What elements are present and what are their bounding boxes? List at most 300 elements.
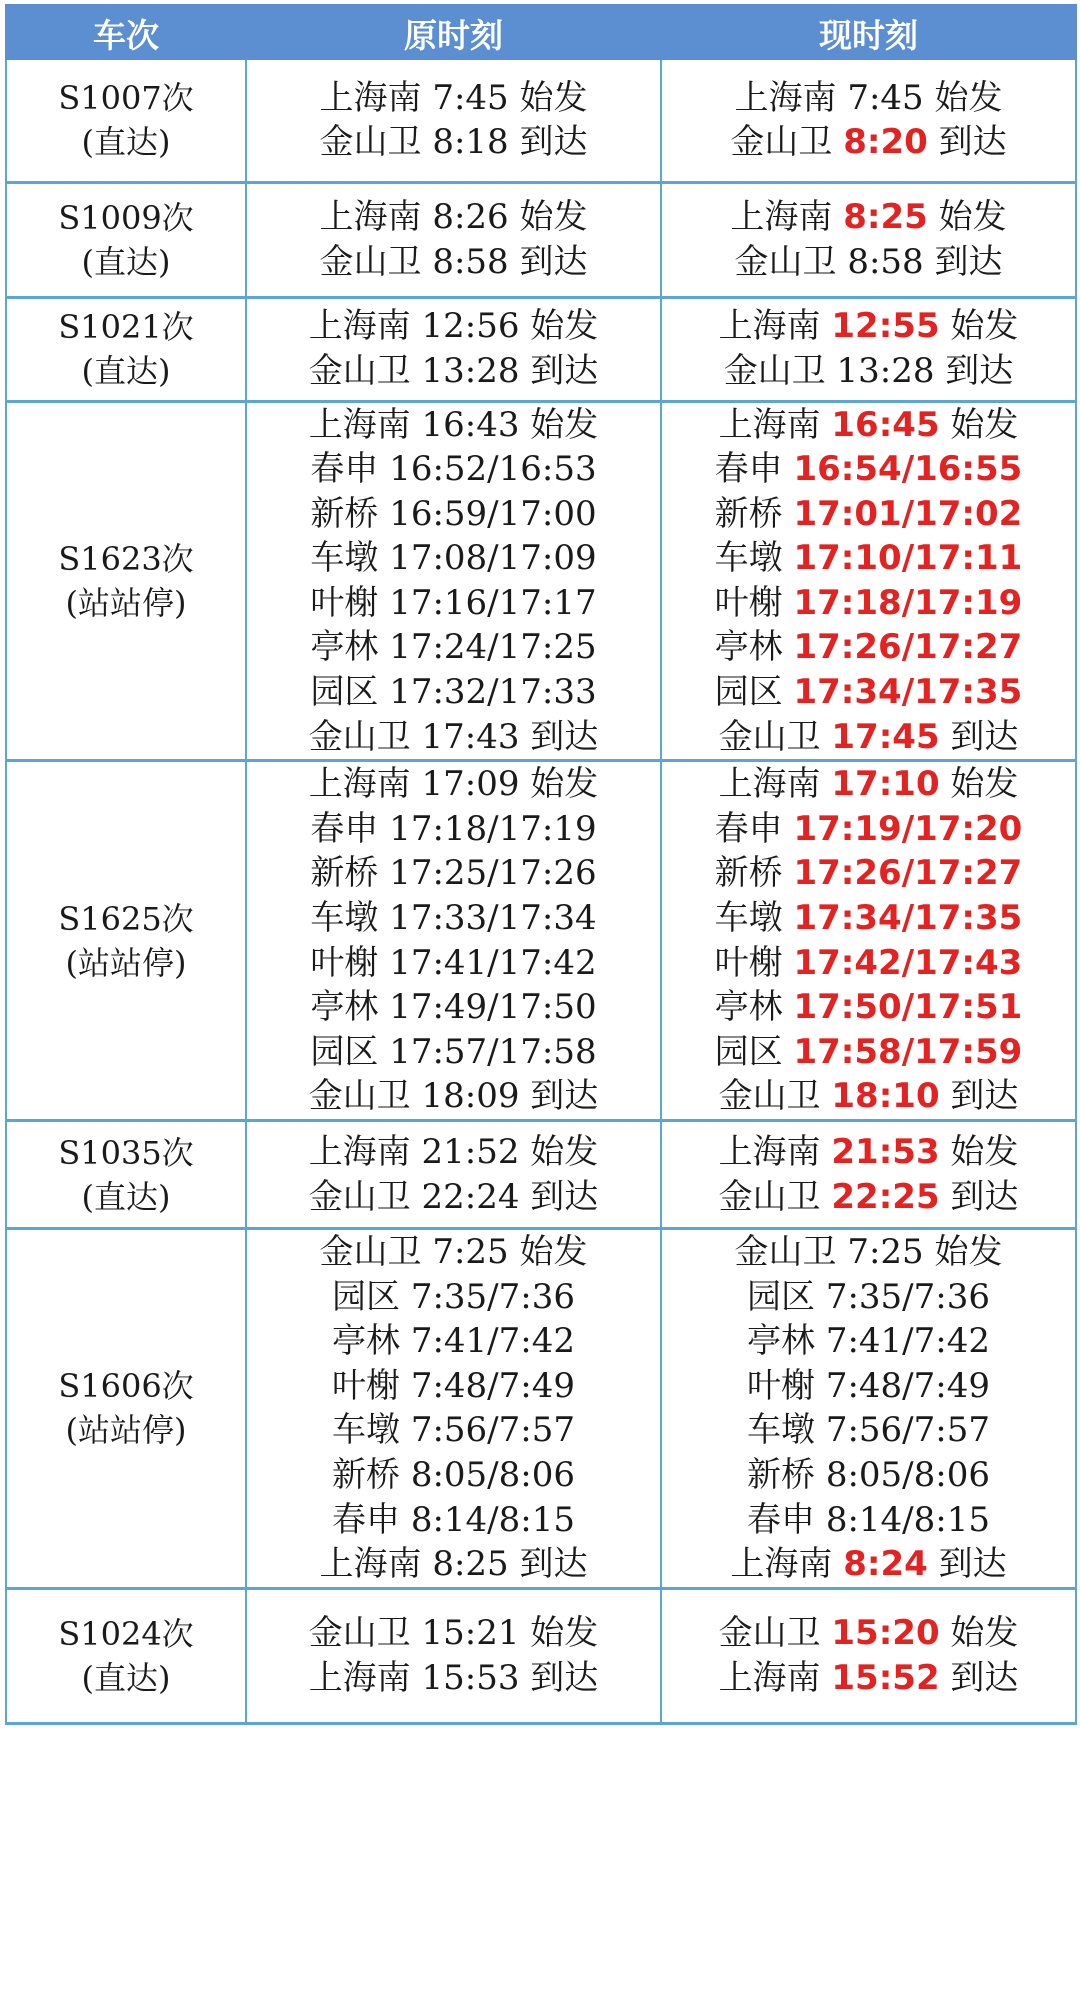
stop-line (719, 1130, 1019, 1175)
stop-time: 18:09 (421, 1076, 520, 1117)
station-name: 金山卫 (718, 1176, 821, 1217)
stop-line (309, 851, 599, 896)
stop-line (309, 492, 599, 537)
stop-line (730, 1498, 1006, 1543)
station-name: 园区 (714, 672, 783, 713)
station-name: 园区 (332, 1276, 400, 1317)
stop-note: 始发 (950, 1613, 1019, 1654)
station-name: 新桥 (332, 1454, 400, 1495)
stop-time: 17:26/17:27 (793, 853, 1023, 894)
table-row (6, 60, 1076, 182)
stop-time: 7:41/7:42 (410, 1321, 575, 1362)
train-type: (直达) (81, 123, 171, 162)
station-name: 园区 (310, 1031, 379, 1072)
original-stops (309, 304, 599, 393)
station-name: 金山卫 (319, 1232, 422, 1272)
stop-note: 到达 (934, 241, 1003, 282)
original-stops (320, 76, 588, 165)
current-stops (730, 1230, 1006, 1587)
train-cell (6, 1121, 246, 1229)
stop-line (715, 1074, 1023, 1119)
stop-note: 始发 (938, 196, 1007, 237)
stop-line (309, 985, 599, 1030)
station-name: 上海南 (308, 404, 411, 445)
station-name: 叶榭 (310, 582, 379, 623)
stop-time: 8:20 (843, 122, 928, 163)
stop-line (309, 1175, 599, 1220)
stop-time: 7:41/7:42 (825, 1321, 990, 1362)
stop-note: 始发 (530, 1613, 599, 1654)
stop-note: 到达 (950, 716, 1019, 757)
stop-time: 8:14/8:15 (825, 1499, 990, 1540)
train-type: (直达) (81, 242, 171, 281)
stop-line (719, 1611, 1019, 1656)
stop-line (309, 1130, 599, 1175)
original-stops (320, 195, 588, 284)
current-stops (719, 304, 1019, 393)
station-name: 车墩 (747, 1410, 815, 1451)
station-name: 叶榭 (332, 1365, 400, 1406)
stop-time: 15:53 (421, 1657, 520, 1698)
current-stops (715, 403, 1023, 760)
stop-time: 17:19/17:20 (793, 808, 1023, 849)
train-type: (直达) (81, 352, 171, 390)
station-name: 春申 (310, 808, 379, 849)
stop-time: 8:25 (843, 196, 928, 237)
stop-time: 7:35/7:36 (410, 1276, 575, 1317)
stop-time: 17:57/17:58 (389, 1031, 597, 1072)
train-type: (站站停) (65, 583, 187, 622)
stop-note: 始发 (950, 306, 1019, 347)
stop-line (309, 1656, 599, 1701)
stop-note: 到达 (519, 1544, 588, 1585)
original-time-cell (246, 297, 661, 401)
station-name: 金山卫 (734, 241, 837, 282)
table-row (6, 1121, 1076, 1229)
train-cell (6, 1229, 246, 1589)
stop-time: 17:24/17:25 (389, 627, 597, 668)
station-name: 叶榭 (714, 582, 783, 623)
station-name: 亭林 (310, 627, 379, 668)
station-name: 叶榭 (714, 942, 783, 983)
train-number: S1625次 (58, 899, 194, 938)
station-name: 春申 (332, 1499, 400, 1540)
train-number: S1024次 (58, 1614, 194, 1653)
stop-line (715, 807, 1023, 852)
station-name: 金山卫 (734, 1232, 837, 1272)
stop-time: 15:20 (831, 1613, 940, 1654)
current-stops (719, 1611, 1019, 1700)
stop-line (730, 1319, 1006, 1364)
current-time-cell (661, 1229, 1076, 1589)
stop-line (320, 240, 588, 285)
stop-time: 17:43 (421, 716, 520, 757)
stop-line (730, 1408, 1006, 1453)
station-name: 新桥 (310, 853, 379, 894)
stop-time: 7:25 (432, 1232, 509, 1272)
stop-line (320, 76, 588, 121)
timetable (5, 4, 1077, 1725)
station-name: 上海南 (718, 1131, 821, 1172)
train-cell (6, 761, 246, 1121)
table-row (6, 401, 1076, 761)
table-row (6, 297, 1076, 401)
train-type: (站站停) (65, 943, 187, 982)
station-name: 亭林 (747, 1321, 815, 1362)
stop-time: 16:52/16:53 (389, 449, 597, 490)
station-name: 新桥 (310, 493, 379, 534)
stop-line (309, 1074, 599, 1119)
station-name: 车墩 (332, 1410, 400, 1451)
station-name: 叶榭 (310, 942, 379, 983)
stop-line (320, 1542, 588, 1587)
original-time-cell (246, 182, 661, 297)
station-name: 金山卫 (718, 716, 821, 757)
train-number: S1021次 (58, 308, 194, 346)
station-name: 金山卫 (308, 1076, 411, 1117)
original-time-cell (246, 761, 661, 1121)
stop-time: 17:09 (421, 764, 520, 805)
stop-line (309, 807, 599, 852)
stop-time: 17:01/17:02 (793, 493, 1023, 534)
station-name: 上海南 (319, 1544, 422, 1585)
stop-note: 到达 (519, 241, 588, 282)
station-name: 金山卫 (308, 351, 411, 391)
stop-note: 始发 (950, 404, 1019, 445)
stop-time: 17:32/17:33 (389, 672, 597, 713)
station-name: 上海南 (734, 77, 837, 118)
stop-time: 8:58 (847, 241, 924, 282)
stop-time: 8:18 (432, 122, 509, 163)
header-train: 车次 (6, 5, 246, 60)
station-name: 上海南 (308, 1657, 411, 1698)
stop-time: 17:50/17:51 (793, 987, 1023, 1028)
stop-line (715, 625, 1023, 670)
stop-note: 始发 (530, 1131, 599, 1172)
stop-line (719, 349, 1019, 394)
stop-time: 17:25/17:26 (389, 853, 597, 894)
stop-time: 17:08/17:09 (389, 538, 597, 579)
station-name: 金山卫 (319, 122, 422, 163)
stop-time: 8:24 (843, 1544, 928, 1585)
station-name: 金山卫 (308, 716, 411, 757)
stop-time: 18:10 (831, 1076, 940, 1117)
stop-time: 8:05/8:06 (410, 1454, 575, 1495)
station-name: 上海南 (718, 306, 821, 347)
train-type: (直达) (81, 1658, 171, 1697)
stop-line (309, 536, 599, 581)
stop-line (730, 120, 1006, 165)
station-name: 上海南 (718, 404, 821, 445)
stop-time: 17:33/17:34 (389, 898, 597, 939)
header-original-time: 原时刻 (246, 5, 661, 60)
stop-note: 到达 (950, 1657, 1019, 1698)
stop-line (309, 625, 599, 670)
station-name: 金山卫 (718, 1613, 821, 1654)
station-name: 上海南 (730, 196, 833, 237)
station-name: 上海南 (319, 77, 422, 118)
station-name: 车墩 (714, 898, 783, 939)
stop-time: 17:16/17:17 (389, 582, 597, 623)
stop-line (715, 715, 1023, 760)
stop-line (719, 304, 1019, 349)
stop-line (309, 349, 599, 394)
original-time-cell (246, 60, 661, 182)
table-row (6, 182, 1076, 297)
station-name: 金山卫 (730, 122, 833, 163)
station-name: 上海南 (730, 1544, 833, 1585)
stop-line (715, 985, 1023, 1030)
stop-line (715, 941, 1023, 986)
stop-line (715, 492, 1023, 537)
station-name: 车墩 (714, 538, 783, 579)
stop-time: 13:28 (836, 351, 935, 391)
stop-line (320, 1364, 588, 1409)
stop-line (309, 1611, 599, 1656)
train-number: S1623次 (58, 539, 194, 578)
stop-time: 7:48/7:49 (825, 1365, 990, 1406)
stop-note: 到达 (938, 122, 1007, 163)
stop-time: 22:24 (421, 1176, 520, 1217)
current-time-cell (661, 1588, 1076, 1723)
station-name: 亭林 (714, 987, 783, 1028)
current-stops (719, 1130, 1019, 1219)
current-time-cell (661, 60, 1076, 182)
stop-line (309, 715, 599, 760)
stop-note: 始发 (519, 1232, 588, 1272)
stop-line (309, 896, 599, 941)
stop-note: 始发 (519, 77, 588, 118)
stop-time: 12:56 (421, 306, 520, 347)
stop-note: 到达 (945, 351, 1014, 391)
stop-line (719, 1656, 1019, 1701)
station-name: 春申 (714, 449, 783, 490)
stop-line (309, 762, 599, 807)
stop-time: 16:54/16:55 (793, 449, 1023, 490)
current-time-cell (661, 761, 1076, 1121)
station-name: 春申 (747, 1499, 815, 1540)
stop-line (730, 1275, 1006, 1320)
stop-line (320, 120, 588, 165)
stop-time: 15:52 (831, 1657, 940, 1698)
current-stops (715, 762, 1023, 1119)
station-name: 金山卫 (718, 1076, 821, 1117)
stop-time: 13:28 (421, 351, 520, 391)
station-name: 园区 (310, 672, 379, 713)
stop-line (320, 1453, 588, 1498)
station-name: 上海南 (308, 764, 411, 805)
stop-time: 21:52 (421, 1131, 520, 1172)
stop-line (730, 1364, 1006, 1409)
train-cell (6, 297, 246, 401)
table-row (6, 1229, 1076, 1589)
stop-time: 17:34/17:35 (793, 672, 1023, 713)
timetable-body (6, 60, 1076, 1723)
stop-line (715, 403, 1023, 448)
current-time-cell (661, 1121, 1076, 1229)
station-name: 金山卫 (308, 1176, 411, 1217)
stop-time: 7:25 (847, 1232, 924, 1272)
station-name: 上海南 (308, 1131, 411, 1172)
station-name: 叶榭 (747, 1365, 815, 1406)
stop-time: 17:10 (831, 764, 940, 805)
stop-note: 到达 (530, 716, 599, 757)
stop-line (309, 1030, 599, 1075)
stop-time: 8:25 (432, 1544, 509, 1585)
stop-time: 17:42/17:43 (793, 942, 1023, 983)
stop-note: 到达 (950, 1176, 1019, 1217)
stop-time: 7:35/7:36 (825, 1276, 990, 1317)
stop-line (730, 1230, 1006, 1275)
stop-time: 17:45 (831, 716, 940, 757)
original-stops (309, 1611, 599, 1700)
station-name: 亭林 (310, 987, 379, 1028)
stop-time: 7:56/7:57 (410, 1410, 575, 1451)
stop-note: 始发 (530, 306, 599, 347)
train-type: (站站停) (65, 1411, 187, 1450)
stop-time: 17:49/17:50 (389, 987, 597, 1028)
train-cell (6, 401, 246, 761)
stop-time: 16:45 (831, 404, 940, 445)
original-time-cell (246, 1229, 661, 1589)
station-name: 春申 (714, 808, 783, 849)
stop-line (730, 76, 1006, 121)
current-stops (730, 195, 1006, 284)
stop-note: 到达 (530, 1657, 599, 1698)
station-name: 上海南 (319, 196, 422, 237)
station-name: 金山卫 (308, 1613, 411, 1654)
current-time-cell (661, 182, 1076, 297)
header-current-time: 现时刻 (661, 5, 1076, 60)
station-name: 亭林 (332, 1321, 400, 1362)
stop-line (320, 1408, 588, 1453)
station-name: 车墩 (310, 538, 379, 579)
stop-note: 到达 (950, 1076, 1019, 1117)
stop-time: 16:59/17:00 (389, 493, 597, 534)
stop-note: 到达 (530, 1176, 599, 1217)
stop-line (730, 195, 1006, 240)
stop-line (309, 447, 599, 492)
stop-note: 始发 (934, 1232, 1003, 1272)
original-time-cell (246, 1121, 661, 1229)
station-name: 新桥 (714, 853, 783, 894)
header-row (6, 5, 1076, 60)
train-number: S1009次 (58, 198, 194, 237)
stop-line (320, 1230, 588, 1275)
stop-line (715, 762, 1023, 807)
station-name: 金山卫 (319, 241, 422, 282)
stop-note: 到达 (530, 351, 599, 391)
stop-time: 17:10/17:11 (793, 538, 1023, 579)
stop-note: 到达 (519, 122, 588, 163)
stop-time: 8:14/8:15 (410, 1499, 575, 1540)
train-cell (6, 60, 246, 182)
stop-line (730, 240, 1006, 285)
stop-time: 8:05/8:06 (825, 1454, 990, 1495)
station-name: 新桥 (747, 1454, 815, 1495)
stop-note: 始发 (530, 404, 599, 445)
stop-time: 17:58/17:59 (793, 1031, 1023, 1072)
train-number: S1007次 (58, 79, 194, 118)
stop-note: 到达 (530, 1076, 599, 1117)
original-stops (309, 403, 599, 760)
stop-line (715, 581, 1023, 626)
stop-line (715, 896, 1023, 941)
table-row (6, 1588, 1076, 1723)
stop-note: 始发 (934, 77, 1003, 118)
original-stops (309, 762, 599, 1119)
station-name: 上海南 (718, 764, 821, 805)
station-name: 亭林 (714, 627, 783, 668)
current-time-cell (661, 401, 1076, 761)
stop-time: 17:18/17:19 (793, 582, 1023, 623)
stop-time: 7:56/7:57 (825, 1410, 990, 1451)
stop-time: 7:45 (432, 77, 509, 118)
stop-note: 始发 (950, 764, 1019, 805)
station-name: 新桥 (714, 493, 783, 534)
stop-time: 21:53 (831, 1131, 940, 1172)
train-number: S1606次 (58, 1367, 194, 1406)
stop-line (715, 851, 1023, 896)
stop-line (309, 304, 599, 349)
stop-line (730, 1453, 1006, 1498)
stop-line (320, 195, 588, 240)
stop-line (309, 670, 599, 715)
station-name: 园区 (747, 1276, 815, 1317)
stop-time: 8:26 (432, 196, 509, 237)
stop-line (715, 536, 1023, 581)
station-name: 春申 (310, 449, 379, 490)
stop-time: 7:48/7:49 (410, 1365, 575, 1406)
stop-time: 16:43 (421, 404, 520, 445)
table-row (6, 761, 1076, 1121)
stop-time: 17:18/17:19 (389, 808, 597, 849)
stop-time: 15:21 (421, 1613, 520, 1654)
stop-line (320, 1498, 588, 1543)
stop-time: 17:34/17:35 (793, 898, 1023, 939)
train-type: (直达) (81, 1177, 171, 1216)
stop-line (320, 1319, 588, 1364)
station-name: 上海南 (308, 306, 411, 347)
stop-time: 7:45 (847, 77, 924, 118)
train-cell (6, 182, 246, 297)
stop-time: 12:55 (831, 306, 940, 347)
original-time-cell (246, 401, 661, 761)
stop-time: 8:58 (432, 241, 509, 282)
stop-note: 始发 (530, 764, 599, 805)
stop-note: 始发 (519, 196, 588, 237)
stop-line (309, 941, 599, 986)
stop-line (309, 581, 599, 626)
stop-line (320, 1275, 588, 1320)
stop-line (715, 670, 1023, 715)
stop-line (730, 1542, 1006, 1587)
station-name: 金山卫 (723, 351, 826, 391)
original-time-cell (246, 1588, 661, 1723)
stop-line (715, 447, 1023, 492)
current-stops (730, 76, 1006, 165)
original-stops (320, 1230, 588, 1587)
station-name: 园区 (714, 1031, 783, 1072)
stop-time: 17:26/17:27 (793, 627, 1023, 668)
train-number: S1035次 (58, 1133, 194, 1172)
stop-line (719, 1175, 1019, 1220)
stop-time: 17:41/17:42 (389, 942, 597, 983)
train-cell (6, 1588, 246, 1723)
stop-time: 22:25 (831, 1176, 940, 1217)
stop-note: 到达 (938, 1544, 1007, 1585)
station-name: 上海南 (718, 1657, 821, 1698)
